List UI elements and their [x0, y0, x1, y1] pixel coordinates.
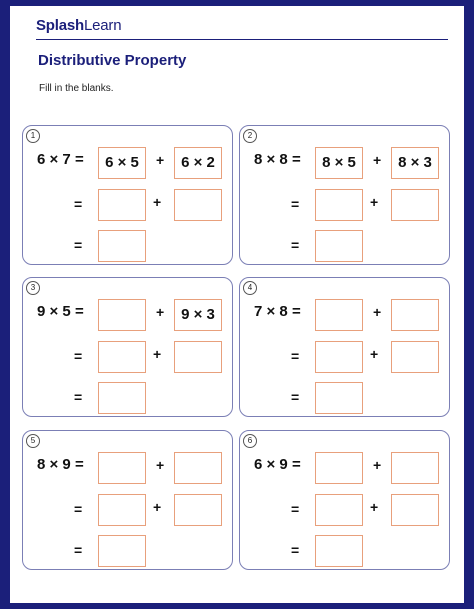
equals-sign: = — [291, 501, 300, 517]
problem-card-2 — [239, 125, 450, 265]
answer-blank[interactable] — [174, 341, 222, 373]
problem-question: 6 × 7 = — [37, 151, 84, 168]
equals-sign: = — [291, 389, 300, 405]
answer-blank[interactable] — [174, 494, 222, 526]
answer-blank[interactable] — [98, 230, 146, 262]
plus-sign: + — [156, 457, 165, 473]
problem-number: 1 — [26, 129, 40, 143]
problem-card-3 — [22, 277, 233, 417]
equals-sign: = — [74, 348, 83, 364]
plus-sign: + — [370, 499, 379, 515]
answer-blank[interactable] — [315, 230, 363, 262]
given-term-a: 8 × 5 — [315, 147, 363, 179]
problem-question: 6 × 9 = — [254, 456, 301, 473]
answer-blank[interactable] — [315, 382, 363, 414]
problem-card-6 — [239, 430, 450, 570]
answer-blank[interactable] — [98, 189, 146, 221]
equals-sign: = — [74, 196, 83, 212]
plus-sign: + — [153, 194, 162, 210]
problem-number: 4 — [243, 281, 257, 295]
answer-blank[interactable] — [315, 189, 363, 221]
answer-blank[interactable] — [391, 299, 439, 331]
splashlearn-logo — [36, 17, 121, 34]
problem-question: 9 × 5 = — [37, 303, 84, 320]
problem-question: 8 × 9 = — [37, 456, 84, 473]
header-divider — [36, 39, 448, 40]
answer-blank[interactable] — [391, 341, 439, 373]
equals-sign: = — [74, 389, 83, 405]
answer-blank[interactable] — [391, 494, 439, 526]
plus-sign: + — [153, 346, 162, 362]
given-term-b: 6 × 2 — [174, 147, 222, 179]
answer-blank[interactable] — [174, 452, 222, 484]
problem-card-4 — [239, 277, 450, 417]
answer-blank[interactable] — [315, 341, 363, 373]
brand-name-part2: Learn — [83, 17, 122, 34]
plus-sign: + — [156, 152, 165, 168]
equals-sign: = — [291, 348, 300, 364]
brand-name-part1: Splash — [36, 17, 84, 34]
answer-blank[interactable] — [174, 189, 222, 221]
answer-blank[interactable] — [98, 382, 146, 414]
problem-question: 7 × 8 = — [254, 303, 301, 320]
plus-sign: + — [373, 457, 382, 473]
answer-blank[interactable] — [391, 189, 439, 221]
answer-blank[interactable] — [315, 535, 363, 567]
problem-number: 3 — [26, 281, 40, 295]
equals-sign: = — [291, 237, 300, 253]
worksheet-page — [10, 6, 464, 603]
given-term-b: 8 × 3 — [391, 147, 439, 179]
problem-question: 8 × 8 = — [254, 151, 301, 168]
plus-sign: + — [370, 346, 379, 362]
equals-sign: = — [74, 237, 83, 253]
problem-number: 2 — [243, 129, 257, 143]
answer-blank[interactable] — [391, 452, 439, 484]
answer-blank[interactable] — [315, 452, 363, 484]
worksheet-title: Distributive Property — [38, 52, 187, 69]
problem-number: 6 — [243, 434, 257, 448]
equals-sign: = — [291, 196, 300, 212]
equals-sign: = — [74, 542, 83, 558]
answer-blank[interactable] — [315, 494, 363, 526]
equals-sign: = — [291, 542, 300, 558]
given-term-b: 9 × 3 — [174, 299, 222, 331]
given-term-a: 6 × 5 — [98, 147, 146, 179]
answer-blank[interactable] — [315, 299, 363, 331]
answer-blank[interactable] — [98, 299, 146, 331]
plus-sign: + — [373, 152, 382, 168]
problem-card-1 — [22, 125, 233, 265]
answer-blank[interactable] — [98, 341, 146, 373]
problem-number: 5 — [26, 434, 40, 448]
instructions: Fill in the blanks. — [39, 83, 114, 94]
problem-card-5 — [22, 430, 233, 570]
plus-sign: + — [153, 499, 162, 515]
plus-sign: + — [370, 194, 379, 210]
equals-sign: = — [74, 501, 83, 517]
plus-sign: + — [156, 304, 165, 320]
answer-blank[interactable] — [98, 535, 146, 567]
answer-blank[interactable] — [98, 452, 146, 484]
plus-sign: + — [373, 304, 382, 320]
answer-blank[interactable] — [98, 494, 146, 526]
